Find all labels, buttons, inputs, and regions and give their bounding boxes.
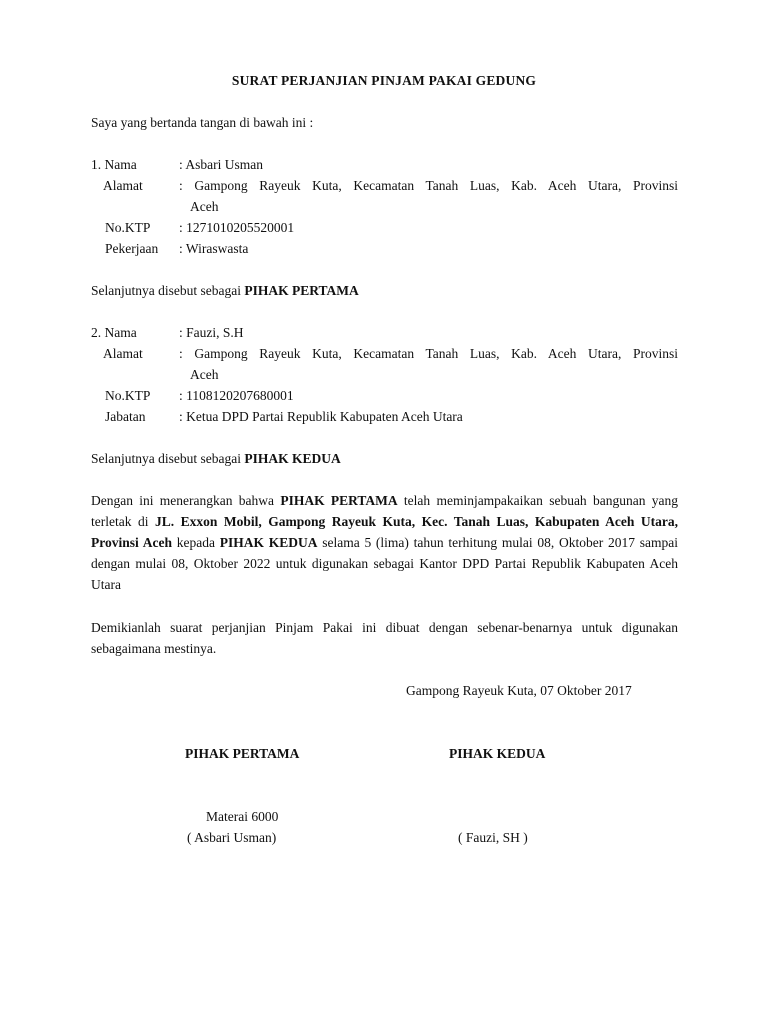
party-one-ktp: : 1271010205520001	[179, 220, 295, 235]
party-one-address	[179, 175, 678, 217]
party-one-name-label: 1. Nama	[91, 157, 137, 172]
party-two-name: : Fauzi, S.H	[179, 325, 244, 340]
body-bold-address: JL. Exxon Mobil, Gampong Rayeuk Kuta, Kec. Tanah Luas, Kabupaten Aceh Utara, Provinsi Aceh	[91, 514, 678, 550]
party-one-designation	[91, 280, 678, 301]
party-two-address-line2: Aceh	[190, 367, 219, 382]
agreement-body	[91, 490, 678, 595]
party-two-address-line1: : Gampong Rayeuk Kuta, Kecamatan Tanah Luas, Kab. Aceh Utara, Provinsi	[179, 346, 678, 361]
party-one-designation-prefix: Selanjutnya disebut sebagai	[91, 283, 245, 298]
body-text-2: telah meminjampakaikan sebuah bangunan yang terletak di	[91, 493, 678, 529]
intro-text: Saya yang bertanda tangan di bawah ini :	[91, 115, 314, 130]
document-title: SURAT PERJANJIAN PINJAM PAKAI GEDUNG	[231, 73, 537, 88]
signature-right-name: ( Fauzi, SH )	[458, 830, 528, 845]
party-two-address	[179, 343, 678, 385]
party-two-job-label: Jabatan	[105, 409, 146, 424]
party-two-designation-term: PIHAK KEDUA	[244, 451, 341, 466]
party-one-ktp-label: No.KTP	[105, 220, 151, 235]
body-bold-party-one: PIHAK PERTAMA	[280, 493, 398, 508]
party-one-address-line2: Aceh	[190, 199, 219, 214]
party-two-ktp: : 1108120207680001	[179, 388, 294, 403]
party-two-job: : Ketua DPD Partai Republik Kabupaten Aceh Utara	[179, 409, 463, 424]
party-one-designation-term: PIHAK PERTAMA	[244, 283, 359, 298]
signature-right-title: PIHAK KEDUA	[449, 746, 546, 761]
party-two-ktp-label: No.KTP	[105, 388, 151, 403]
party-one-job-label: Pekerjaan	[105, 241, 159, 256]
signature-left-name: ( Asbari Usman)	[187, 830, 277, 845]
party-two-name-label: 2. Nama	[91, 325, 137, 340]
party-one-job: : Wiraswasta	[179, 241, 249, 256]
body-text-3: kepada	[172, 535, 220, 550]
body-text-1: Dengan ini menerangkan bahwa	[91, 493, 281, 508]
party-two-designation-prefix: Selanjutnya disebut sebagai	[91, 451, 245, 466]
party-one-name: : Asbari Usman	[179, 157, 263, 172]
signature-left-title: PIHAK PERTAMA	[185, 746, 300, 761]
body-bold-party-two: PIHAK KEDUA	[219, 535, 318, 550]
stamp-duty-label: Materai 6000	[206, 809, 279, 824]
party-one-address-line1: : Gampong Rayeuk Kuta, Kecamatan Tanah Luas, Kab. Aceh Utara, Provinsi	[179, 178, 678, 193]
closing-paragraph: Demikianlah suarat perjanjian Pinjam Pakai ini dibuat dengan sebenar-benarnya untuk digunakan sebagaimana mestinya.	[91, 620, 678, 656]
place-and-date: Gampong Rayeuk Kuta, 07 Oktober 2017	[406, 683, 632, 698]
body-text-4: selama 5 (lima) tahun terhitung mulai 08, Oktober 2017 sampai dengan mulai 08, Oktober 2022 untuk digunakan sebagai Kantor DPD Partai Republik Kabupaten Aceh Utara	[91, 535, 678, 592]
party-one-address-label: Alamat	[103, 178, 143, 193]
party-two-address-label: Alamat	[103, 346, 143, 361]
party-two-designation	[91, 448, 678, 469]
